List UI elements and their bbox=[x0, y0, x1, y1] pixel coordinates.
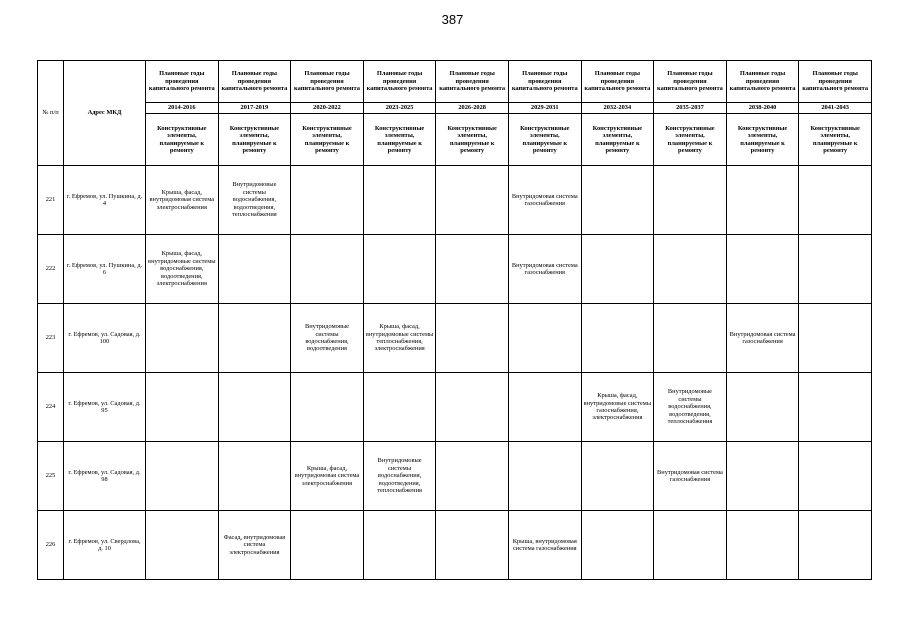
period-years: 2038-2040 bbox=[726, 103, 799, 114]
repair-elements-cell: Крыша, фасад, внутридомовая система электроснабжения bbox=[291, 442, 364, 511]
row-number: 225 bbox=[38, 442, 64, 511]
header-num: № п/п bbox=[38, 61, 64, 166]
period-title: Плановые годы проведения капитального ремонта bbox=[146, 61, 219, 103]
repair-elements-cell bbox=[218, 304, 291, 373]
repair-elements-cell bbox=[799, 442, 872, 511]
repair-elements-cell: Фасад, внутридомовая система электроснабжения bbox=[218, 511, 291, 580]
repair-elements-cell bbox=[146, 304, 219, 373]
repair-elements-cell bbox=[363, 373, 436, 442]
table-body bbox=[38, 166, 872, 580]
period-years: 2020-2022 bbox=[291, 103, 364, 114]
repair-elements-cell bbox=[508, 442, 581, 511]
elements-title: Конструктивные элементы, планируемые к ремонту bbox=[581, 114, 654, 166]
period-years: 2026-2028 bbox=[436, 103, 509, 114]
elements-title: Конструктивные элементы, планируемые к ремонту bbox=[799, 114, 872, 166]
repair-elements-cell bbox=[654, 304, 727, 373]
period-years: 2023-2025 bbox=[363, 103, 436, 114]
repair-elements-cell bbox=[363, 511, 436, 580]
repair-elements-cell bbox=[436, 373, 509, 442]
repair-elements-cell bbox=[508, 373, 581, 442]
repair-elements-cell bbox=[146, 373, 219, 442]
repair-elements-cell bbox=[654, 511, 727, 580]
repair-elements-cell bbox=[363, 166, 436, 235]
period-title: Плановые годы проведения капитального ремонта bbox=[508, 61, 581, 103]
elements-title: Конструктивные элементы, планируемые к ремонту bbox=[146, 114, 219, 166]
repair-elements-cell bbox=[581, 166, 654, 235]
table-row bbox=[38, 235, 872, 304]
period-years: 2041-2043 bbox=[799, 103, 872, 114]
table-row bbox=[38, 442, 872, 511]
repair-elements-cell bbox=[799, 511, 872, 580]
period-title: Плановые годы проведения капитального ремонта bbox=[799, 61, 872, 103]
repair-elements-cell bbox=[654, 166, 727, 235]
row-address: г. Ефремов, ул. Пушкина, д. 4 bbox=[64, 166, 146, 235]
repair-elements-cell bbox=[363, 235, 436, 304]
repair-elements-cell bbox=[799, 373, 872, 442]
repair-elements-cell bbox=[726, 442, 799, 511]
period-years: 2014-2016 bbox=[146, 103, 219, 114]
repair-elements-cell bbox=[436, 304, 509, 373]
repair-elements-cell: Крыша, фасад, внутридомовые системы газоснабжения, электроснабжения bbox=[581, 373, 654, 442]
repair-elements-cell bbox=[291, 235, 364, 304]
repair-elements-cell bbox=[726, 511, 799, 580]
repair-elements-cell bbox=[726, 166, 799, 235]
repair-elements-cell bbox=[291, 373, 364, 442]
repair-elements-cell bbox=[799, 166, 872, 235]
repair-elements-cell bbox=[218, 442, 291, 511]
repair-elements-cell bbox=[436, 235, 509, 304]
repair-elements-cell: Внутридомовая система газоснабжения bbox=[508, 235, 581, 304]
period-title: Плановые годы проведения капитального ремонта bbox=[436, 61, 509, 103]
period-title: Плановые годы проведения капитального ремонта bbox=[654, 61, 727, 103]
repair-elements-cell bbox=[436, 511, 509, 580]
row-number: 226 bbox=[38, 511, 64, 580]
repair-elements-cell: Крыша, внутридомовая система газоснабжения bbox=[508, 511, 581, 580]
page-number: 387 bbox=[441, 12, 464, 27]
table-row bbox=[38, 373, 872, 442]
repair-elements-cell: Крыша, фасад, внутридомовые системы водоснабжения, водоотведения, электроснабжения bbox=[146, 235, 219, 304]
elements-title: Конструктивные элементы, планируемые к ремонту bbox=[508, 114, 581, 166]
repair-elements-cell bbox=[799, 304, 872, 373]
repair-elements-cell: Внутридомовые системы водоснабжения, водоотведения bbox=[291, 304, 364, 373]
elements-title: Конструктивные элементы, планируемые к ремонту bbox=[436, 114, 509, 166]
repair-elements-cell bbox=[726, 235, 799, 304]
row-address: г. Ефремов, ул. Садовая, д. 100 bbox=[64, 304, 146, 373]
repair-elements-cell bbox=[291, 166, 364, 235]
elements-title: Конструктивные элементы, планируемые к ремонту bbox=[654, 114, 727, 166]
row-address: г. Ефремов, ул. Садовая, д. 98 bbox=[64, 442, 146, 511]
repair-elements-cell bbox=[291, 511, 364, 580]
table-row bbox=[38, 511, 872, 580]
repair-elements-cell bbox=[218, 235, 291, 304]
elements-title: Конструктивные элементы, планируемые к ремонту bbox=[726, 114, 799, 166]
repair-elements-cell bbox=[581, 235, 654, 304]
repair-elements-cell: Внутридомовая система газоснабжения bbox=[726, 304, 799, 373]
repair-elements-cell bbox=[508, 304, 581, 373]
header-row-years bbox=[38, 103, 872, 114]
table-row bbox=[38, 304, 872, 373]
repair-elements-cell bbox=[581, 442, 654, 511]
repair-elements-cell bbox=[218, 373, 291, 442]
row-address: г. Ефремов, ул. Свердлова, д. 10 bbox=[64, 511, 146, 580]
repair-elements-cell: Крыша, фасад, внутридомовые системы теплоснабжения, электроснабжения bbox=[363, 304, 436, 373]
period-title: Плановые годы проведения капитального ремонта bbox=[581, 61, 654, 103]
row-number: 222 bbox=[38, 235, 64, 304]
repair-elements-cell: Внутридомовая система газоснабжения bbox=[508, 166, 581, 235]
header-row-titles bbox=[38, 61, 872, 103]
period-title: Плановые годы проведения капитального ремонта bbox=[291, 61, 364, 103]
elements-title: Конструктивные элементы, планируемые к ремонту bbox=[218, 114, 291, 166]
repair-elements-cell bbox=[799, 235, 872, 304]
repair-elements-cell bbox=[436, 166, 509, 235]
repair-elements-cell: Внутридомовая система газоснабжения bbox=[654, 442, 727, 511]
repair-elements-cell: Внутридомовые системы водоснабжения, водоотведения, теплоснабжения bbox=[654, 373, 727, 442]
repair-elements-cell: Крыша, фасад, внутридомовая система электроснабжения bbox=[146, 166, 219, 235]
header-row-elements bbox=[38, 114, 872, 166]
repair-elements-cell bbox=[146, 511, 219, 580]
row-number: 221 bbox=[38, 166, 64, 235]
period-title: Плановые годы проведения капитального ремонта bbox=[726, 61, 799, 103]
repair-elements-cell bbox=[436, 442, 509, 511]
repair-elements-cell bbox=[581, 304, 654, 373]
row-number: 223 bbox=[38, 304, 64, 373]
repair-elements-cell bbox=[654, 235, 727, 304]
repair-elements-cell bbox=[581, 511, 654, 580]
repair-elements-cell bbox=[146, 442, 219, 511]
period-years: 2035-2037 bbox=[654, 103, 727, 114]
period-years: 2029-2031 bbox=[508, 103, 581, 114]
capital-repair-plan-table bbox=[37, 60, 872, 580]
row-address: г. Ефремов, ул. Садовая, д. 95 bbox=[64, 373, 146, 442]
repair-elements-cell: Внутридомовые системы водоснабжения, водоотведения, теплоснабжения bbox=[218, 166, 291, 235]
period-years: 2032-2034 bbox=[581, 103, 654, 114]
elements-title: Конструктивные элементы, планируемые к ремонту bbox=[291, 114, 364, 166]
row-number: 224 bbox=[38, 373, 64, 442]
period-years: 2017-2019 bbox=[218, 103, 291, 114]
row-address: г. Ефремов, ул. Пушкина, д. 6 bbox=[64, 235, 146, 304]
period-title: Плановые годы проведения капитального ремонта bbox=[218, 61, 291, 103]
repair-elements-cell: Внутридомовые системы водоснабжения, водоотведения, теплоснабжения bbox=[363, 442, 436, 511]
repair-elements-cell bbox=[726, 373, 799, 442]
elements-title: Конструктивные элементы, планируемые к ремонту bbox=[363, 114, 436, 166]
header-address: Адрес МКД bbox=[64, 61, 146, 166]
table-row bbox=[38, 166, 872, 235]
period-title: Плановые годы проведения капитального ремонта bbox=[363, 61, 436, 103]
